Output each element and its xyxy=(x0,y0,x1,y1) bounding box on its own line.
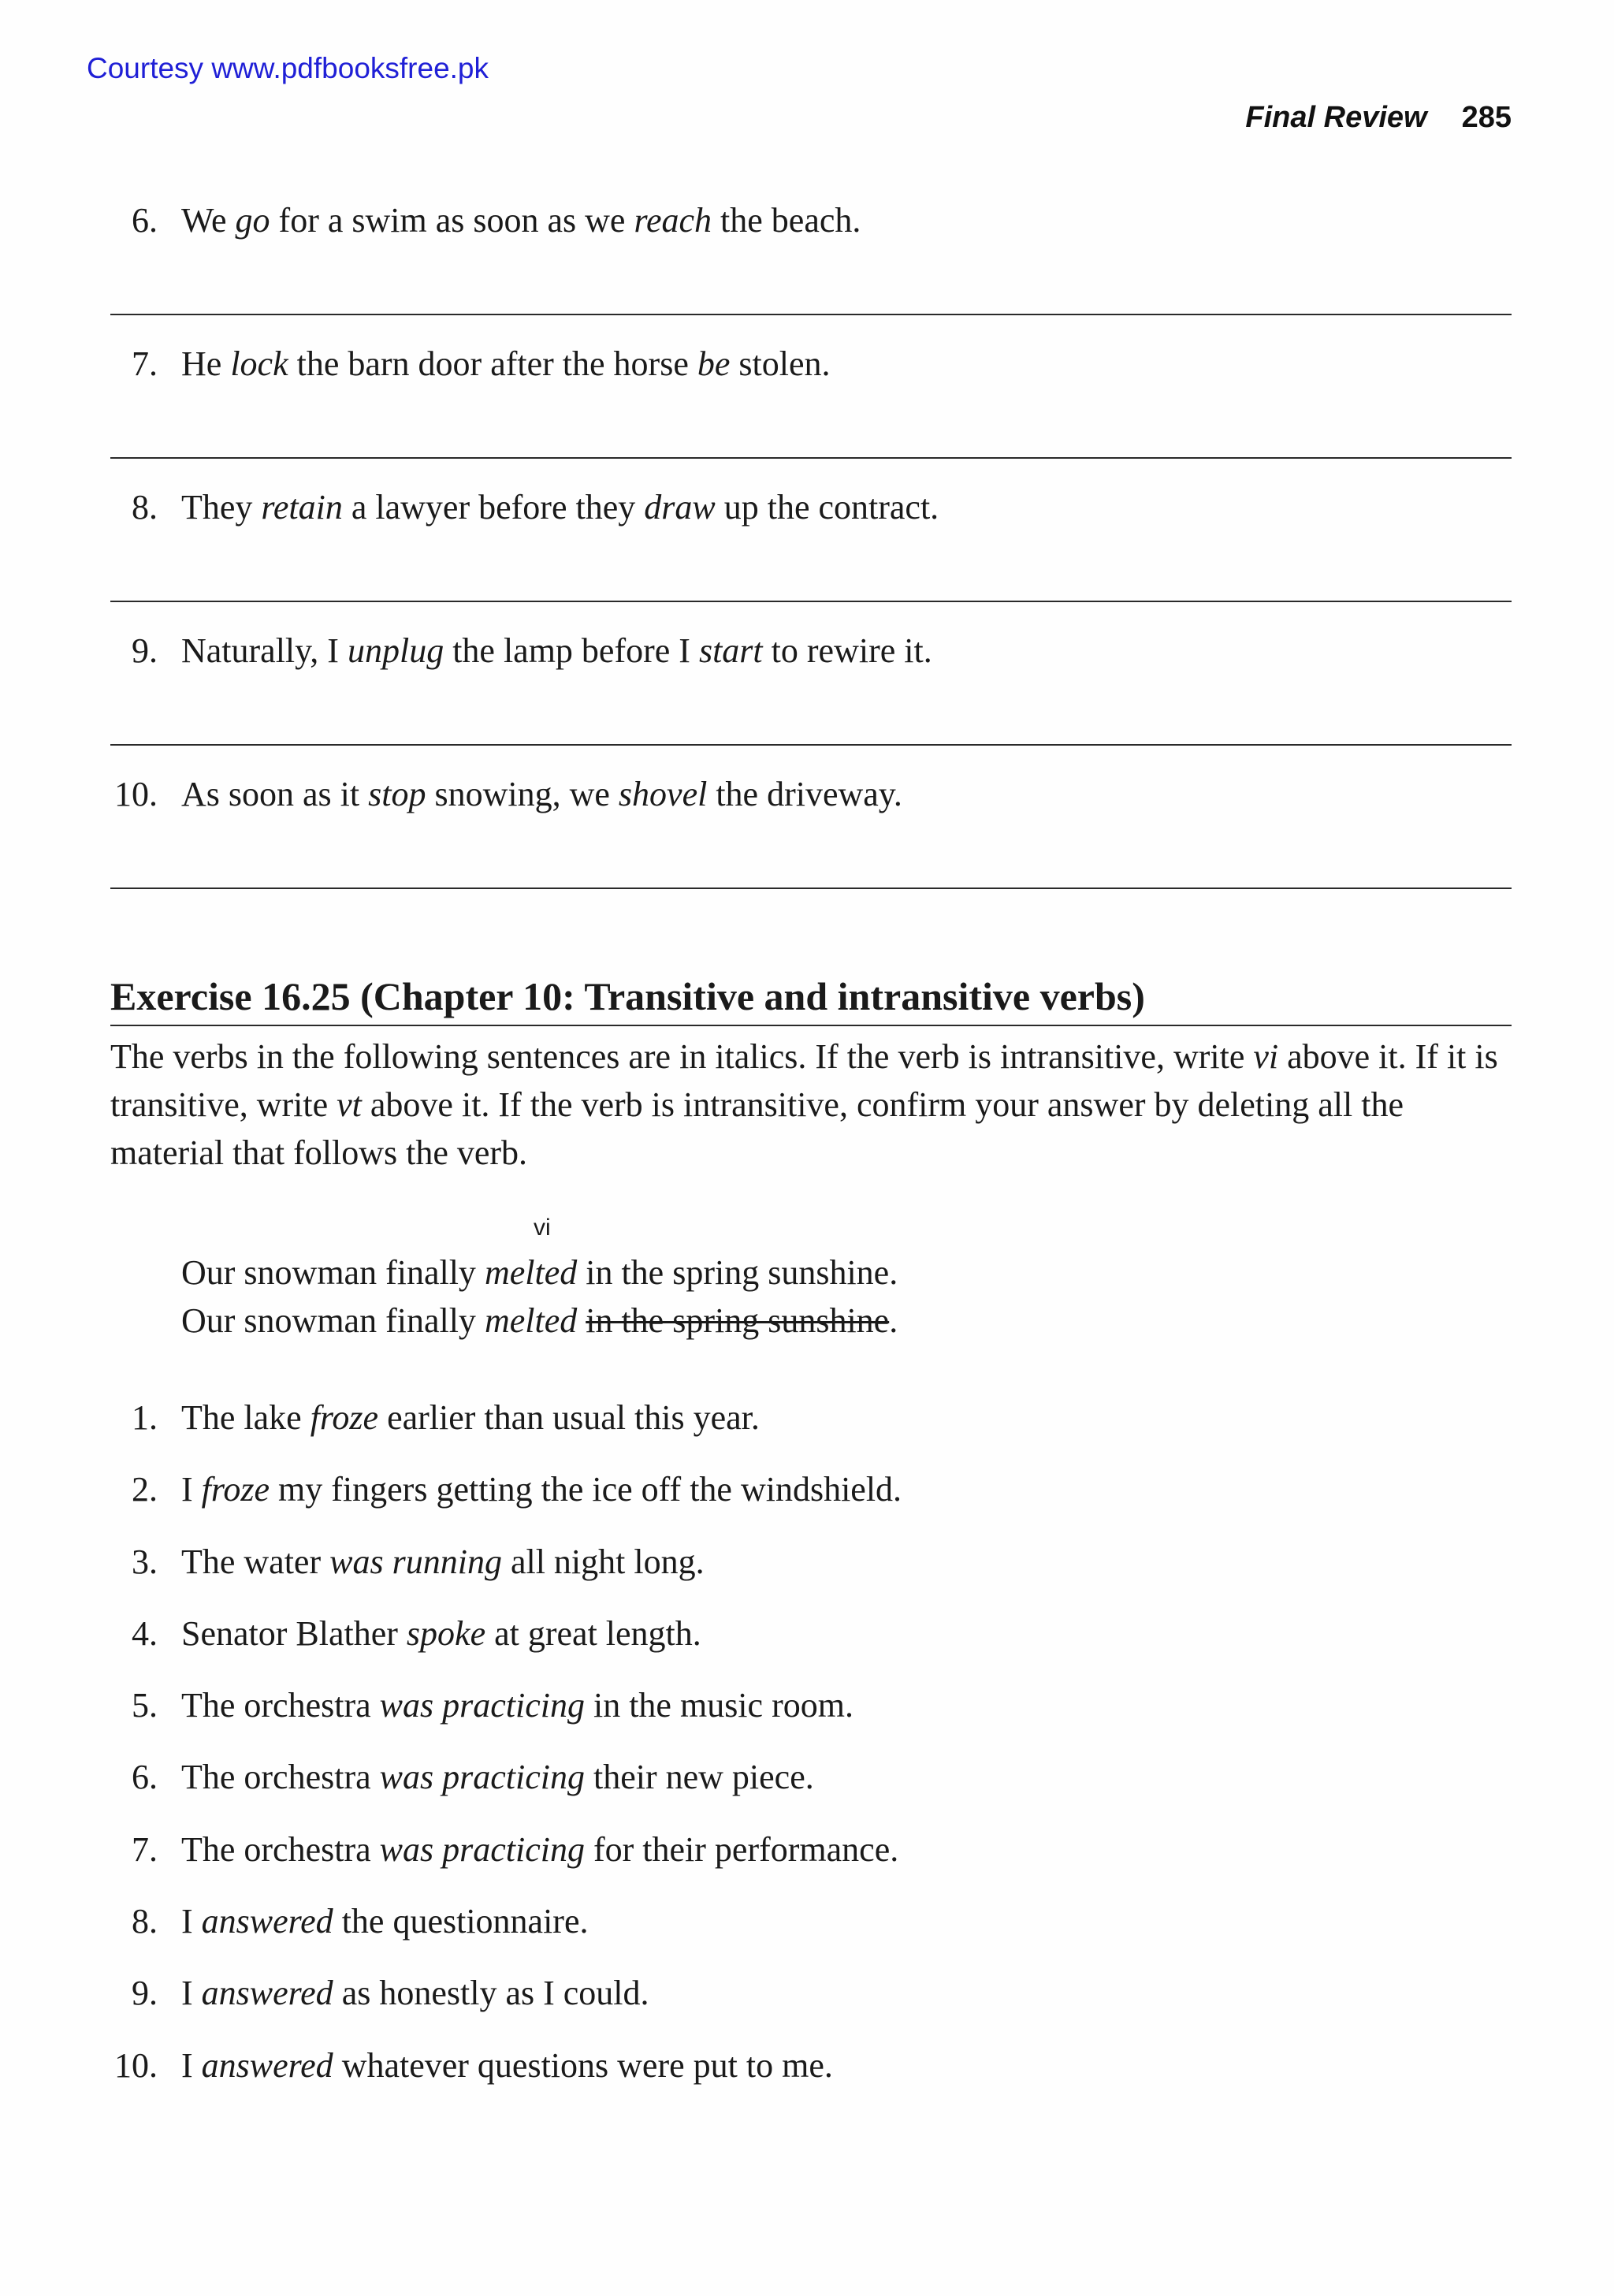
example-sentence-deleted xyxy=(181,1297,898,1345)
italic-verb: was practicing xyxy=(379,1829,585,1869)
exercise-item xyxy=(110,1753,1512,1825)
text-run: The verbs in the following sentences are in italics. If the verb is intransitive, write xyxy=(110,1037,1254,1076)
text-run: above it. If the verb is intransitive, confirm your answer by deleting all the material that follows the verb. xyxy=(110,1085,1404,1172)
item-sentence xyxy=(181,1825,898,1874)
text-run: Senator Blather xyxy=(181,1613,407,1653)
item-number: 8. xyxy=(132,1902,158,1941)
item-sentence xyxy=(181,1753,814,1801)
answer-line[interactable] xyxy=(110,744,1512,746)
italic-verb: unplug xyxy=(347,631,444,670)
answer-exercise-list xyxy=(110,197,1512,914)
text-run: The orchestra xyxy=(181,1829,380,1869)
text-run: the beach. xyxy=(712,201,861,240)
italic-verb: vt xyxy=(337,1085,362,1124)
text-run: Our snowman finally xyxy=(181,1253,485,1292)
text-run: He xyxy=(181,344,231,383)
item-sentence xyxy=(181,2041,833,2089)
running-head xyxy=(1245,101,1512,135)
italic-verb: melted xyxy=(484,1301,578,1340)
deleted-phrase: in the spring sunshine xyxy=(586,1301,890,1340)
italic-verb: answered xyxy=(201,1902,333,1941)
text-run: for their performance. xyxy=(584,1829,899,1869)
text-run: my fingers getting the ice off the windshield. xyxy=(270,1470,902,1509)
italic-verb: answered xyxy=(201,2045,333,2085)
text-run: their new piece. xyxy=(584,1758,814,1797)
italic-verb: lock xyxy=(230,344,288,383)
text-run: to rewire it. xyxy=(762,631,932,670)
text-run: As soon as it xyxy=(181,775,369,813)
item-sentence xyxy=(181,484,939,531)
text-run: The orchestra xyxy=(181,1758,380,1797)
item-number: 7. xyxy=(132,1829,158,1869)
italic-verb: shovel xyxy=(618,775,708,813)
item-sentence xyxy=(181,1897,588,1945)
text-run: all night long. xyxy=(501,1542,705,1581)
exercise-item xyxy=(110,1394,1512,1465)
answer-line[interactable] xyxy=(110,888,1512,889)
italic-verb: was running xyxy=(329,1542,502,1581)
answer-item xyxy=(110,627,1512,771)
text-run: The orchestra xyxy=(181,1686,380,1725)
item-number: 7. xyxy=(132,344,158,383)
answer-item xyxy=(110,771,1512,914)
italic-verb: be xyxy=(697,344,731,383)
text-run: Our snowman finally xyxy=(181,1301,485,1340)
text-run xyxy=(577,1301,586,1340)
exercise-item xyxy=(110,1969,1512,2041)
example-sentence xyxy=(181,1248,898,1297)
item-sentence xyxy=(181,627,932,675)
item-sentence xyxy=(181,340,830,388)
text-run: I xyxy=(181,1470,202,1509)
text-run: as honestly as I could. xyxy=(333,1974,649,2013)
text-run: We xyxy=(181,201,236,240)
item-sentence xyxy=(181,1681,853,1729)
text-run: at great length. xyxy=(485,1613,701,1653)
exercise-item-list xyxy=(110,1394,1512,2113)
text-run: for a swim as soon as we xyxy=(270,201,634,240)
text-run: stolen. xyxy=(730,344,831,383)
text-run: whatever questions were put to me. xyxy=(333,2045,833,2085)
item-number: 10. xyxy=(114,775,158,813)
exercise-title: Exercise 16.25 (Chapter 10: Transitive and intransitive verbs) xyxy=(110,968,1512,1026)
exercise-item xyxy=(110,1609,1512,1681)
text-run: I xyxy=(181,1902,202,1941)
item-number: 6. xyxy=(132,201,158,240)
answer-item xyxy=(110,197,1512,340)
italic-verb: spoke xyxy=(406,1613,486,1653)
page-number: 285 xyxy=(1461,101,1512,134)
item-number: 6. xyxy=(132,1758,158,1797)
item-sentence xyxy=(181,771,902,818)
text-run: in the music room. xyxy=(584,1686,853,1725)
italic-verb: draw xyxy=(644,488,716,527)
item-number: 1. xyxy=(132,1398,158,1437)
exercise-instructions xyxy=(110,1033,1521,1177)
answer-line[interactable] xyxy=(110,457,1512,459)
example-marker: vi xyxy=(534,1215,551,1241)
text-run: the barn door after the horse xyxy=(288,344,697,383)
italic-verb: reach xyxy=(634,201,712,240)
item-number: 4. xyxy=(132,1613,158,1653)
text-run: The lake xyxy=(181,1398,311,1437)
text-run: . xyxy=(889,1301,898,1340)
item-sentence xyxy=(181,1609,701,1658)
item-sentence xyxy=(181,1394,760,1442)
text-run: up the contract. xyxy=(715,488,939,527)
answer-line[interactable] xyxy=(110,601,1512,602)
text-run: I xyxy=(181,2045,202,2085)
italic-verb: retain xyxy=(261,488,343,527)
text-run: the driveway. xyxy=(707,775,902,813)
text-run: a lawyer before they xyxy=(342,488,645,527)
italic-verb: vi xyxy=(1253,1037,1279,1076)
italic-verb: stop xyxy=(368,775,426,813)
item-sentence xyxy=(181,1969,649,2017)
exercise-item xyxy=(110,1538,1512,1609)
text-run: earlier than usual this year. xyxy=(378,1398,760,1437)
text-run: I xyxy=(181,1974,202,2013)
running-head-title: Final Review xyxy=(1245,101,1427,134)
italic-verb: was practicing xyxy=(379,1686,585,1725)
italic-verb: froze xyxy=(201,1470,270,1509)
italic-verb: froze xyxy=(310,1398,379,1437)
text-run: the questionnaire. xyxy=(333,1902,589,1941)
answer-item xyxy=(110,340,1512,484)
text-run: snowing, we xyxy=(426,775,619,813)
text-run: They xyxy=(181,488,262,527)
text-run: in the spring sunshine. xyxy=(577,1253,898,1292)
item-number: 10. xyxy=(114,2045,158,2085)
italic-verb: melted xyxy=(484,1253,578,1292)
item-sentence xyxy=(181,1538,705,1586)
item-number: 2. xyxy=(132,1470,158,1509)
item-number: 9. xyxy=(132,1974,158,2013)
answer-item xyxy=(110,484,1512,627)
item-number: 3. xyxy=(132,1542,158,1581)
italic-verb: start xyxy=(698,631,763,670)
item-sentence xyxy=(181,1465,902,1513)
exercise-item xyxy=(110,1681,1512,1753)
courtesy-link[interactable]: Courtesy www.pdfbooksfree.pk xyxy=(87,52,489,84)
exercise-item xyxy=(110,1825,1512,1897)
text-run: The water xyxy=(181,1542,330,1581)
text-run: above it. If it is transitive, write xyxy=(110,1037,1498,1124)
text-run: Naturally, I xyxy=(181,631,348,670)
italic-verb: answered xyxy=(201,1974,333,2013)
text-run: the lamp before I xyxy=(444,631,699,670)
item-number: 5. xyxy=(132,1686,158,1725)
item-number: 9. xyxy=(132,631,158,670)
exercise-item xyxy=(110,1465,1512,1537)
item-sentence xyxy=(181,197,861,244)
item-number: 8. xyxy=(132,488,158,527)
exercise-item xyxy=(110,1897,1512,1969)
answer-line[interactable] xyxy=(110,314,1512,315)
italic-verb: go xyxy=(235,201,270,240)
exercise-item xyxy=(110,2041,1512,2113)
italic-verb: was practicing xyxy=(379,1758,585,1797)
